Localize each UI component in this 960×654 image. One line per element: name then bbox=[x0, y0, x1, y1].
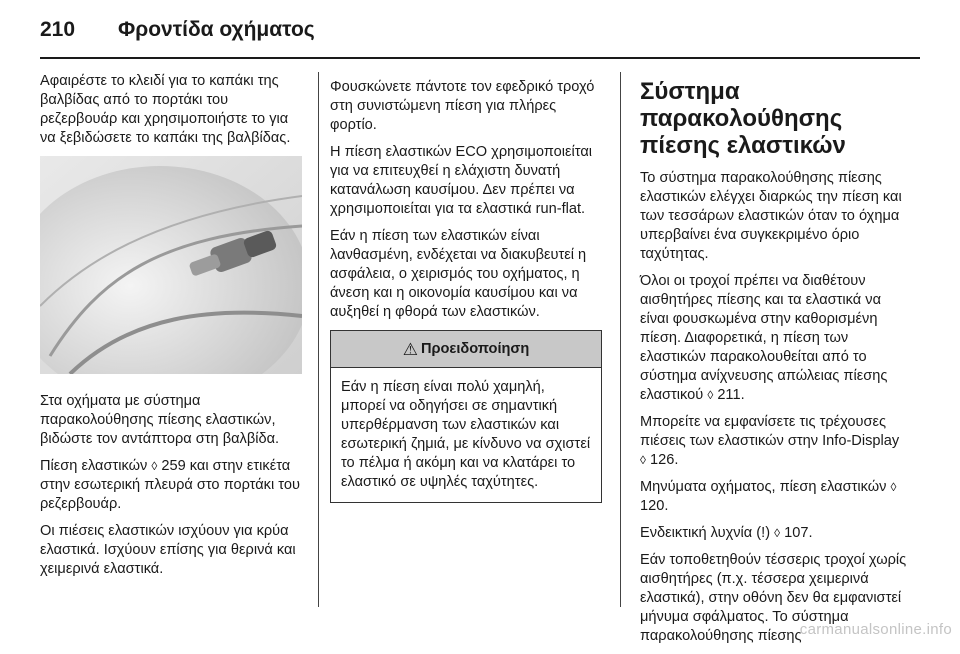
column-divider bbox=[620, 72, 621, 607]
warning-text: Εάν η πίεση είναι πολύ χαμηλή, μπορεί να οδηγήσει σε σημαντική υπερθέρμανση των ελαστικών και εσωτερική ζημιά, με κίνδυνο να σχιστεί το πέλμα ή ακόμη και να κλατάρει το ελαστικό σε υψηλές ταχύτητες. bbox=[341, 379, 591, 490]
warning-box bbox=[330, 330, 602, 503]
page-reference-icon: ◊ bbox=[640, 453, 646, 467]
section-title: Σύστημα παρακολούθησης πίεσης ελαστικών bbox=[640, 78, 846, 159]
tire-pressure-lamp-icon: (!) bbox=[756, 525, 771, 541]
page-reference-link[interactable]: 107 bbox=[784, 525, 809, 541]
paragraph: Στα οχήματα με σύστημα παρακολούθησης πίεσης ελαστικών, βιδώστε τον αντάπτορα στη βαλβίδα. bbox=[40, 393, 280, 447]
warning-triangle-icon: ⚠ bbox=[402, 339, 418, 359]
page-reference-link[interactable]: 120 bbox=[640, 498, 665, 514]
paragraph: Οι πιέσεις ελαστικών ισχύουν για κρύα ελαστικά. Ισχύουν επίσης για θερινά και χειμερινά ελαστικά. bbox=[40, 523, 296, 577]
column-2 bbox=[330, 78, 602, 503]
column-divider bbox=[318, 72, 319, 607]
warning-header bbox=[331, 331, 601, 368]
page-reference-icon: ◊ bbox=[151, 459, 158, 473]
paragraph: Εάν η πίεση των ελαστικών είναι λανθασμένη, ενδέχεται να διακυβευτεί η ασφάλεια, ο χειρισμός του οχήματος, η άνεση και η οικονομία καυσίμου και να αυξηθεί η φθορά των ελαστικών. bbox=[330, 228, 587, 320]
page-reference-icon: ◊ bbox=[774, 526, 781, 540]
paragraph: Όλοι οι τροχοί πρέπει να διαθέτουν αισθητήρες πίεσης και τα ελαστικά να είναι φουσκωμένα στην καθορισμένη πίεση. Διαφορετικά, η πίεση των ελαστικών παρακολουθείται από το σύστημα ανίχνευσης απώλειας πίεσης ελαστικού ◊ 211. bbox=[640, 273, 888, 403]
paragraph: Αφαιρέστε το κλειδί για το καπάκι της βαλβίδας από το πορτάκι του ρεζερβουάρ και χρησιμοποιήστε το για να ξεβιδώσετε το καπάκι της βαλβίδας. bbox=[40, 73, 291, 146]
page-reference-icon: ◊ bbox=[890, 480, 897, 494]
valve-adapter-photo bbox=[40, 156, 302, 374]
page-reference-icon: ◊ bbox=[707, 388, 714, 402]
paragraph: Εάν τοποθετηθούν τέσσερις τροχοί χωρίς αισθητήρες (π.χ. τέσσερα χειμερινά ελαστικά), στην οθόνη δεν θα εμφανιστεί μήνυμα σφάλματος. Το σύστημα παρακολούθησης πίεσης bbox=[640, 552, 907, 644]
paragraph: Ενδεικτική λυχνία (!) ◊ 107. bbox=[640, 525, 813, 541]
paragraph: Μηνύματα οχήματος, πίεση ελαστικών ◊ 120. bbox=[640, 479, 897, 514]
header-divider bbox=[40, 57, 920, 59]
column-1 bbox=[40, 72, 302, 587]
paragraph: Η πίεση ελαστικών ECO χρησιμοποιείται για να επιτευχθεί η ελάχιστη δυνατή κατανάλωση καυσίμου. Δεν πρέπει να χρησιμοποιείται για τα ελαστικά run-flat. bbox=[330, 144, 593, 217]
paragraph: Το σύστημα παρακολούθησης πίεσης ελαστικών ελέγχει διαρκώς την πίεση και των τεσσάρων ελαστικών όταν το όχημα υπερβαίνει ένα συγκεκριμένο όριο ταχύτητας. bbox=[640, 170, 902, 262]
paragraph: Πίεση ελαστικών ◊ 259 και στην ετικέτα στην εσωτερική πλευρά στο πορτάκι του ρεζερβουάρ. bbox=[40, 458, 300, 512]
watermark: carmanualsonline.info bbox=[799, 621, 952, 638]
page-reference-link[interactable]: 126 bbox=[650, 452, 675, 468]
paragraph: Φουσκώνετε πάντοτε τον εφεδρικό τροχό στη συνιστώμενη πίεση για πλήρες φορτίο. bbox=[330, 79, 595, 133]
page-number: 210 bbox=[40, 18, 76, 41]
column-3 bbox=[640, 78, 908, 654]
paragraph: Μπορείτε να εμφανίσετε τις τρέχουσες πιέσεις των ελαστικών στην Info-Display ◊ 126. bbox=[640, 414, 900, 468]
page-header bbox=[40, 14, 920, 54]
warning-title: Προειδοποίηση bbox=[420, 340, 530, 357]
page-title: Φροντίδα οχήματος bbox=[118, 18, 315, 41]
page-reference-link[interactable]: 211 bbox=[717, 387, 741, 403]
page-reference-link[interactable]: 259 bbox=[161, 458, 186, 474]
